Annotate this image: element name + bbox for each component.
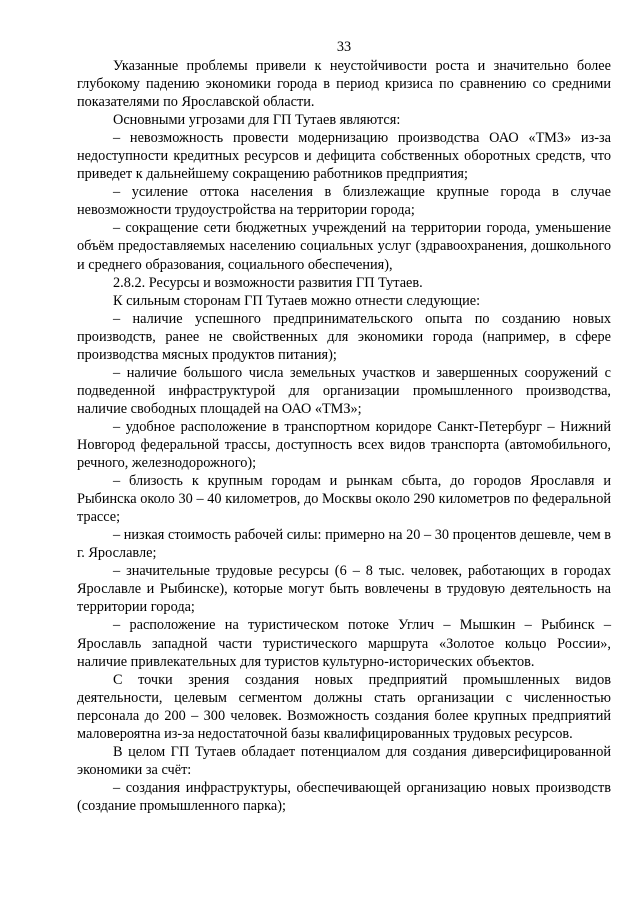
page-number: 33 (336, 39, 352, 55)
paragraph-diversification-intro: В целом ГП Тутаев обладает потенциалом для создания диверсифицированной экономики за счёт: (77, 743, 611, 778)
list-item-infrastructure: – создания инфраструктуры, обеспечивающей организацию новых производств (создание промышленного парка); (77, 779, 611, 814)
list-item-strength-experience: – наличие успешного предпринимательского опыта по созданию новых производств, ранее не свойственных для экономики города (например, в сфере производства мясных продуктов питания); (77, 310, 611, 363)
list-item-strength-labor-resources: – значительные трудовые ресурсы (6 – 8 тыс. человек, работающих в городах Ярославле и Рыбинске), которые могут быть вовлечены в трудовую деятельность на территории города; (77, 563, 611, 616)
list-item-threat-budget-cuts: – сокращение сети бюджетных учреждений на территории города, уменьшение объём предоставляемых населению социальных услуг (здравоохранения, дошкольного и среднего образования, социального обеспечения), (77, 220, 611, 273)
paragraph-problems-summary: Указанные проблемы привели к неустойчивости роста и значительно более глубокому падению экономики города в период кризиса по сравнению со средними показателями по Ярославской области. (77, 58, 611, 111)
list-item-strength-tourism: – расположение на туристическом потоке Углич – Мышкин – Рыбинск – Ярославль западной части туристического маршрута «Золотое кольцо России», наличие привлекательных для туристов культурно-исторических объектов. (77, 617, 611, 670)
list-item-strength-labor-cost: – низкая стоимость рабочей силы: примерно на 20 – 30 процентов дешевле, чем в г. Ярославле; (77, 527, 611, 562)
paragraph-threats-intro: Основными угрозами для ГП Тутаев являются: (113, 112, 401, 129)
list-item-strength-land: – наличие большого числа земельных участков и завершенных сооружений с подведенной инфраструктурой для организации промышленного производства, наличие свободных площадей на ОАО «ТМЗ»; (77, 364, 611, 417)
body-text (77, 57, 611, 815)
list-item-strength-location: – удобное расположение в транспортном коридоре Санкт-Петербург – Нижний Новгород федеральной трассы, доступность всех видов транспорта (автомобильного, речного, железнодорожного); (77, 418, 611, 472)
list-item-threat-outflow: – усиление оттока населения в близлежащие крупные города в случае невозможности трудоустройства на территории города; (77, 184, 611, 219)
section-heading-resources: 2.8.2. Ресурсы и возможности развития ГП Тутаев. (113, 274, 423, 291)
list-item-threat-modernization: – невозможность провести модернизацию производства ОАО «ТМЗ» из-за недоступности кредитных ресурсов и дефицита собственных оборотных средств, что приведет к дальнейшему сокращению работников предприятия; (77, 130, 611, 183)
paragraph-target-segment: С точки зрения создания новых предприятий промышленных видов деятельности, целевым сегментом должны стать организации с численностью персонала до 200 – 300 человек. Возможность создания более крупных предприятий маловероятна из-за недостаточной базы квалифицированных трудовых ресурсов. (77, 671, 611, 742)
paragraph-strengths-intro: К сильным сторонам ГП Тутаев можно отнести следующие: (113, 292, 481, 309)
list-item-strength-proximity: – близость к крупным городам и рынкам сбыта, до городов Ярославля и Рыбинска около 30 – 40 километров, до Москвы около 290 километров по федеральной трассе; (77, 473, 611, 526)
